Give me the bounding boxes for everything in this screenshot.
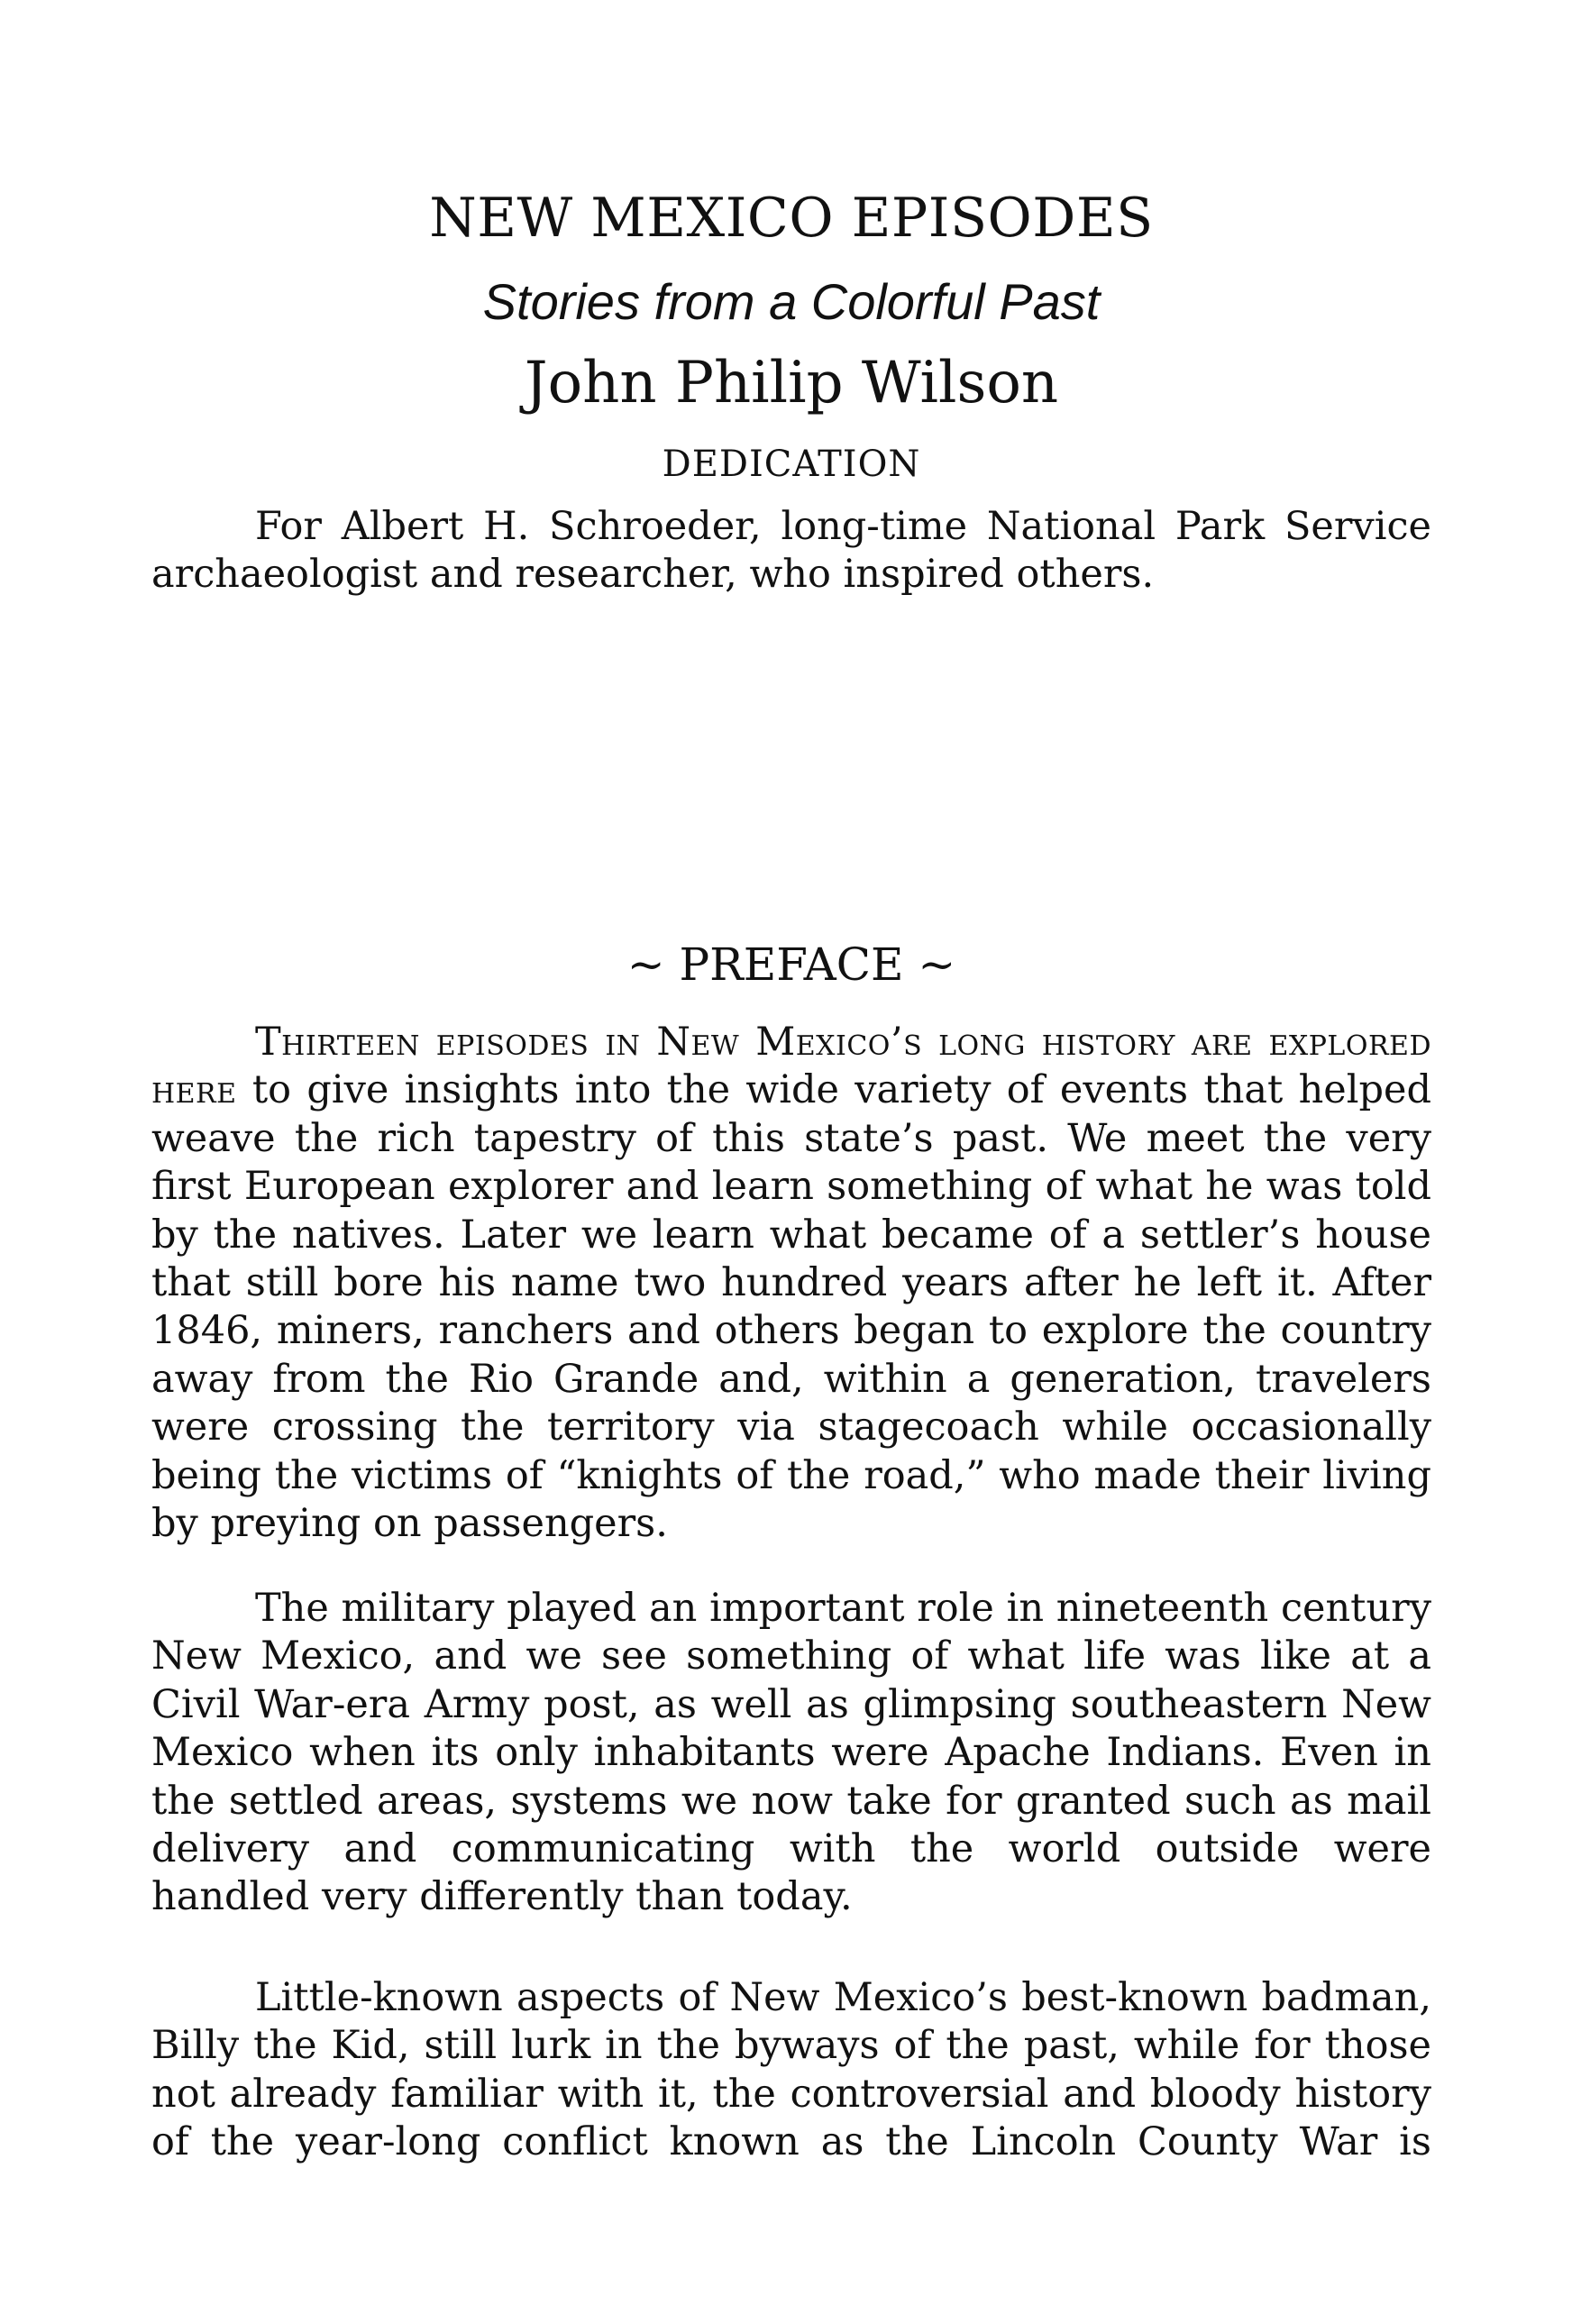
preface-paragraph-1 [151, 1019, 1431, 1548]
book-author: John Philip Wilson [524, 350, 1059, 416]
dedication-heading: DEDICATION [662, 444, 921, 485]
preface-heading: ~ PREFACE ~ [626, 938, 956, 991]
preface-lead-in: Thirteen episodes in New Mexico’s long history are explored here [151, 1020, 1431, 1113]
preface-paragraph-3: Little-known aspects of New Mexico’s best-known badman, Billy the Kid, still lurk in the byways of the past, while for those not already familiar with it, the controversial and bloody history of the year-long conflict known as the Lincoln County War is [151, 1975, 1431, 2165]
book-subtitle: Stories from a Colorful Past [482, 273, 1101, 330]
book-title: NEW MEXICO EPISODES [429, 187, 1154, 250]
preface-paragraph-2: The military played an important role in nineteenth century New Mexico, and we see something of what life was like at a Civil War-era Army post, as well as glimpsing southeastern New Mexico when its only inhabitants were Apache Indians. Even in the settled areas, systems we now take for granted such as mail delivery and communicating with the world outside were handled very differently than today. [151, 1586, 1431, 1920]
dedication-text: For Albert H. Schroeder, long-time National Park Service archaeologist and researcher, who inspired others. [151, 504, 1431, 598]
preface-paragraph-1-text: to give insights into the wide variety of events that helped weave the rich tapestry of this state’s past. We meet the very first European explorer and learn something of what he was told by the natives. Later we learn what became of a settler’s house that still bore his name two hundred years after he left it. After 1846, miners, ranchers and others began to explore the country away from the Rio Grande and, within a generation, travelers were crossing the territory via stagecoach while occasionally being the victims of “knights of the road,” who made their living by preying on passengers. [151, 1067, 1431, 1547]
